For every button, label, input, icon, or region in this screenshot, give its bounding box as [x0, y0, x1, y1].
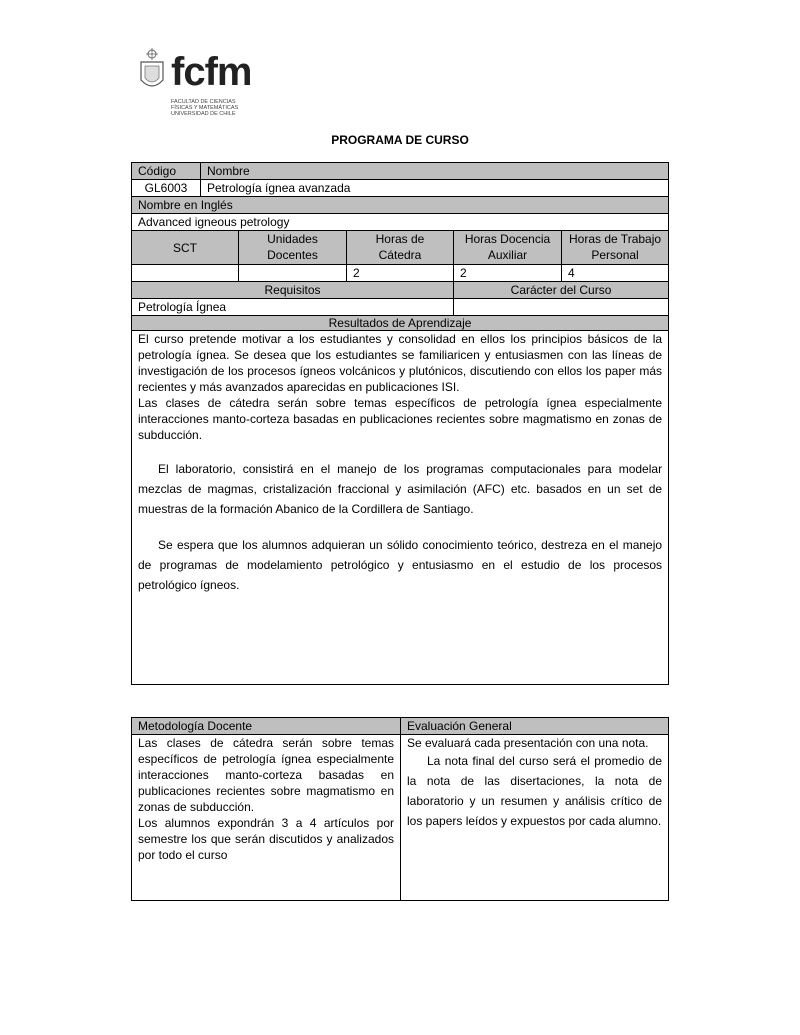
requisites-label: Requisitos — [132, 282, 454, 299]
outcome-paragraph: Las clases de cátedra serán sobre temas específicos de petrología ígnea especialmente interacciones manto-corteza basadas en publicaciones recientes sobre magmatismo en zonas de subducción. — [138, 396, 663, 442]
units-value — [239, 265, 347, 282]
evaluation-paragraph: Se evaluará cada presentación con una nota. — [407, 736, 649, 750]
university-crest-icon — [137, 48, 167, 94]
code-label: Código — [132, 163, 201, 180]
course-character-value — [454, 299, 669, 316]
english-name: Advanced igneous petrology — [132, 214, 669, 231]
logo-subtitle-line: FACULTAD DE CIENCIAS — [171, 99, 236, 105]
course-table — [131, 162, 669, 685]
english-name-label: Nombre en Inglés — [132, 197, 669, 214]
logo-letters: fcfm — [171, 50, 252, 94]
aux-hours-value: 2 — [454, 265, 562, 282]
course-name: Petrología ígnea avanzada — [201, 180, 669, 197]
course-code: GL6003 — [132, 180, 201, 197]
outcome-paragraph: Se espera que los alumnos adquieran un sólido conocimiento teórico, destreza en el manejo de programas de modelamiento petrológico y entusiasmo en el estudio de los procesos petrológico ígneos. — [138, 538, 663, 592]
learning-outcomes-label: Resultados de Aprendizaje — [132, 316, 669, 331]
page-title: PROGRAMA DE CURSO — [331, 133, 469, 147]
fcfm-logo — [137, 44, 257, 120]
course-character-label: Carácter del Curso — [454, 282, 669, 299]
requisites-value: Petrología Ígnea — [132, 299, 454, 316]
evaluation-label: Evaluación General — [401, 718, 669, 735]
personal-hours-value: 4 — [562, 265, 669, 282]
lecture-hours-label: Horas de Cátedra — [347, 231, 454, 265]
evaluation-paragraph: La nota final del curso será el promedio de la nota de las disertaciones, la nota de laboratorio y un resumen y análisis crítico de los papers leídos y expuestos por cada alumno. — [407, 754, 662, 828]
methodology-paragraph: Los alumnos expondrán 3 a 4 artículos por semestre los que serán discutidos y analizados por todo el curso — [138, 816, 394, 862]
sct-value — [132, 265, 239, 282]
methodology-paragraph: Las clases de cátedra serán sobre temas específicos de petrología ígnea especialmente interacciones manto-corteza basadas en publicaciones recientes sobre magmatismo en zonas de subducción. — [138, 736, 394, 814]
evaluation-body — [401, 735, 669, 901]
name-label: Nombre — [201, 163, 669, 180]
learning-outcomes-body — [132, 331, 669, 685]
units-label: Unidades Docentes — [239, 231, 347, 265]
methodology-label: Metodología Docente — [132, 718, 401, 735]
methodology-body — [132, 735, 401, 901]
outcome-paragraph: El laboratorio, consistirá en el manejo de los programas computacionales para modelar mezclas de magmas, cristalización fraccional y asimilación (AFC) etc. basados en un set de muestras de la formación Abanico de la Cordillera de Santiago. — [138, 462, 663, 516]
lecture-hours-value: 2 — [347, 265, 454, 282]
aux-hours-label: Horas Docencia Auxiliar — [454, 231, 562, 265]
methodology-evaluation-table — [131, 717, 669, 901]
logo-subtitle — [171, 99, 261, 117]
personal-hours-label: Horas de Trabajo Personal — [562, 231, 669, 265]
logo-subtitle-line: UNIVERSIDAD DE CHILE — [171, 111, 236, 117]
outcome-paragraph: El curso pretende motivar a los estudiantes y consolidad en ellos los principios básicos de la petrología ígnea. Se desea que los estudiantes se familiaricen y entusiasmen con las líneas de investigación de los procesos ígneos volcánicos y plutónicos, discutiendo con ellos los paper más recientes y más avanzados aparecidas en publicaciones ISI. — [138, 332, 663, 394]
sct-label: SCT — [132, 231, 239, 265]
logo-subtitle-line: FÍSICAS Y MATEMÁTICAS — [171, 105, 239, 111]
